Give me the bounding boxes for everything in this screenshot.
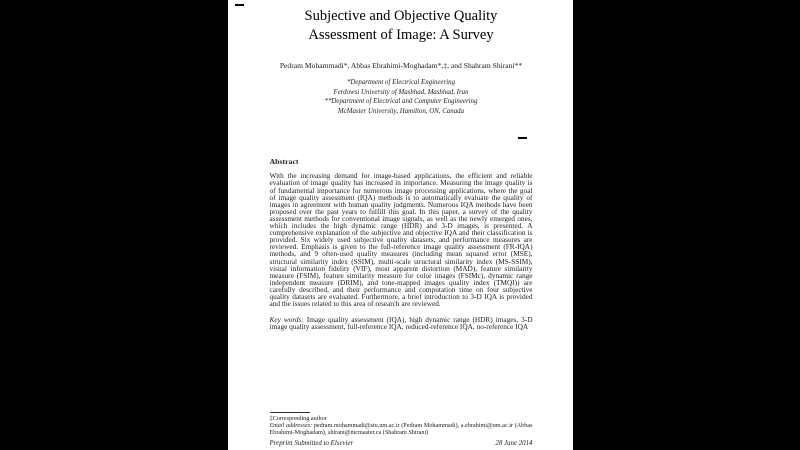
abstract-heading: Abstract [269, 157, 299, 167]
corresponding-author-note: ‡Corresponding author [269, 415, 327, 423]
affiliations-block [270, 78, 533, 116]
footnote-rule [270, 412, 310, 413]
submission-date: 28 June 2014 [495, 440, 533, 447]
email-addresses [270, 423, 533, 437]
authors-line: Pedram Mohammadi*, Abbas Ebrahimi-Moghadam*,‡, and Shahram Shirani** [279, 61, 523, 70]
affiliation-line: McMaster University, Hamilton, ON, Canada [337, 107, 465, 115]
affiliation-line: Ferdowsi University of Mashhad, Mashhad, Iran [333, 88, 469, 96]
keywords-block [270, 316, 533, 331]
overfull-rule-mark-right [518, 137, 527, 139]
email-addresses-text: pedram.mohammadi@stu.um.ac.ir (Pedram Mohammadi), a.ebrahimi@um.ac.ir (Abbas Ebrahimi-Moghadam), shirani@mcmaster.ca (Shahram Shirani) [269, 422, 533, 437]
affiliation-line: **Department of Electrical and Computer Engineering [324, 98, 478, 106]
affiliation-line: *Department of Electrical Engineering [346, 79, 456, 86]
paper-title: Subjective and Objective Quality Assessment of Image: A Survey [304, 8, 498, 43]
paper-page [228, 0, 573, 450]
abstract-text: With the increasing demand for image-based applications, the efficient and reliable evaluation of image quality has increased in importance. Measuring the image quality is of fundamental importance for numerous image processing applications, where the goal of image quality assessment (IQA) methods is to automatically evaluate the quality of images in agreement with human quality judgments. Numerous IQA methods have been proposed over the past years to fulfill this goal. In this paper, a survey of the quality assessment methods for conventional image signals, as well as the newly emerged ones, which includes the high dynamic range (HDR) and 3-D images, is presented. A comprehensive explanation of the subjective and objective IQA and their classification is provided. Six widely used subjective quality datasets, and performance measures are reviewed. Emphasis is given to the full-reference image quality assessment (FR-IQA) methods, and 9 often-used quality measures (including mean squared error (MSE), structural similarity index (SSIM), multi-scale structural similarity index (MS-SSIM), visual information fidelity (VIF), most apparent distortion (MAD), feature similarity measure (FSIM), feature similarity measure for color images (FSIMc), dynamic range independent measure (DRIM), and tone-mapped images quality index (TMQI)) are carefully described, and their performance and computation time on four subjective quality datasets are evaluated. Furthermore, a brief introduction to 3-D IQA is provided and the issues related to this area of research are reviewed. [269, 171, 533, 309]
preprint-note: Preprint Submitted to Elsevier [269, 440, 354, 447]
overfull-rule-mark-top-left [235, 4, 244, 6]
footnote-block [270, 412, 533, 449]
email-addresses-label: Email addresses: [269, 422, 313, 430]
page-footer [270, 440, 533, 449]
keywords-label: Key words: [269, 315, 304, 325]
keywords-text: Image quality assessment (IQA), high dynamic range (HDR) images, 3-D image quality assessment, full-reference IQA, reduced-reference IQA, no-reference IQA [269, 315, 533, 332]
